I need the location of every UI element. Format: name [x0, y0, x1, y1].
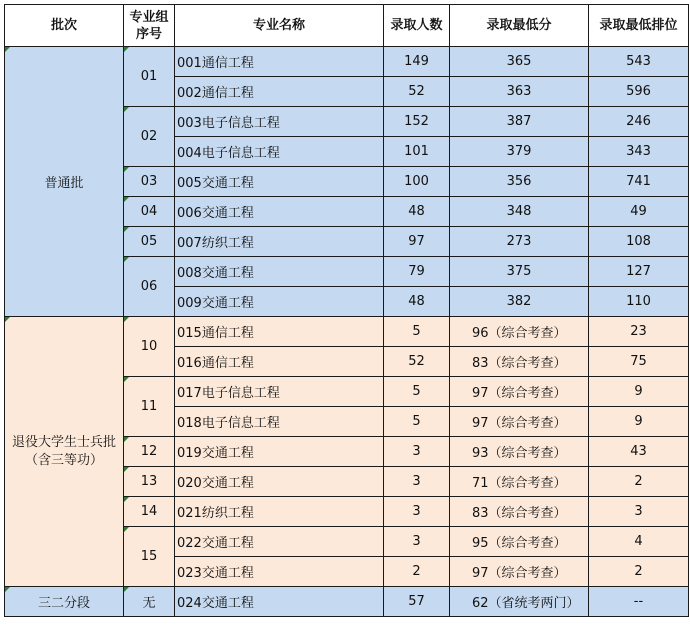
min-score-cell: 382 [450, 287, 589, 317]
major-name-cell: 024交通工程 [175, 587, 384, 617]
min-score-cell: 379 [450, 137, 589, 167]
min-score-cell: 375 [450, 257, 589, 287]
header-batch: 批次 [5, 5, 124, 47]
min-rank-cell: 343 [589, 137, 689, 167]
admission-table-wrapper [4, 4, 689, 617]
min-score-cell: 348 [450, 197, 589, 227]
table-row [5, 317, 689, 347]
header-row [5, 5, 689, 47]
min-rank-cell: 23 [589, 317, 689, 347]
admit-count-cell: 5 [384, 377, 450, 407]
admit-count-cell: 97 [384, 227, 450, 257]
header-min-score: 录取最低分 [450, 5, 589, 47]
admission-table [4, 4, 689, 617]
table-body [5, 47, 689, 617]
min-rank-cell: 43 [589, 437, 689, 467]
group-id-cell: 03 [124, 167, 175, 197]
group-id-cell: 11 [124, 377, 175, 437]
major-name-cell: 009交通工程 [175, 287, 384, 317]
header-admit: 录取人数 [384, 5, 450, 47]
min-rank-cell: 2 [589, 557, 689, 587]
min-score-cell: 365 [450, 47, 589, 77]
major-name-cell: 005交通工程 [175, 167, 384, 197]
min-score-cell: 83（综合考查） [450, 347, 589, 377]
major-name-cell: 018电子信息工程 [175, 407, 384, 437]
min-rank-cell: 3 [589, 497, 689, 527]
admit-count-cell: 152 [384, 107, 450, 137]
min-rank-cell: -- [589, 587, 689, 617]
major-name-cell: 001通信工程 [175, 47, 384, 77]
min-score-cell: 97（综合考查） [450, 557, 589, 587]
min-score-cell: 356 [450, 167, 589, 197]
admit-count-cell: 57 [384, 587, 450, 617]
min-score-cell: 387 [450, 107, 589, 137]
batch-cell: 普通批 [5, 47, 124, 317]
min-rank-cell: 127 [589, 257, 689, 287]
min-rank-cell: 2 [589, 467, 689, 497]
major-name-cell: 007纺织工程 [175, 227, 384, 257]
admit-count-cell: 100 [384, 167, 450, 197]
min-score-cell: 62（省统考两门） [450, 587, 589, 617]
major-name-cell: 017电子信息工程 [175, 377, 384, 407]
min-rank-cell: 110 [589, 287, 689, 317]
min-score-cell: 71（综合考查） [450, 467, 589, 497]
min-score-cell: 273 [450, 227, 589, 257]
min-rank-cell: 108 [589, 227, 689, 257]
major-name-cell: 016通信工程 [175, 347, 384, 377]
admit-count-cell: 79 [384, 257, 450, 287]
admit-count-cell: 52 [384, 77, 450, 107]
admit-count-cell: 3 [384, 437, 450, 467]
admit-count-cell: 3 [384, 527, 450, 557]
group-id-cell: 12 [124, 437, 175, 467]
group-id-cell: 无 [124, 587, 175, 617]
min-rank-cell: 75 [589, 347, 689, 377]
min-rank-cell: 9 [589, 377, 689, 407]
admit-count-cell: 149 [384, 47, 450, 77]
major-name-cell: 002通信工程 [175, 77, 384, 107]
admit-count-cell: 5 [384, 317, 450, 347]
header-min-rank: 录取最低排位 [589, 5, 689, 47]
major-name-cell: 020交通工程 [175, 467, 384, 497]
group-id-cell: 14 [124, 497, 175, 527]
group-id-cell: 06 [124, 257, 175, 317]
min-rank-cell: 596 [589, 77, 689, 107]
major-name-cell: 015通信工程 [175, 317, 384, 347]
header-major: 专业名称 [175, 5, 384, 47]
group-id-cell: 15 [124, 527, 175, 587]
group-id-cell: 13 [124, 467, 175, 497]
group-id-cell: 04 [124, 197, 175, 227]
major-name-cell: 022交通工程 [175, 527, 384, 557]
min-score-cell: 97（综合考查） [450, 377, 589, 407]
min-rank-cell: 246 [589, 107, 689, 137]
table-row [5, 47, 689, 77]
batch-cell: 三二分段 [5, 587, 124, 617]
min-score-cell: 96（综合考查） [450, 317, 589, 347]
min-score-cell: 97（综合考查） [450, 407, 589, 437]
admit-count-cell: 2 [384, 557, 450, 587]
admit-count-cell: 48 [384, 287, 450, 317]
major-name-cell: 023交通工程 [175, 557, 384, 587]
min-score-cell: 95（综合考查） [450, 527, 589, 557]
min-score-cell: 93（综合考查） [450, 437, 589, 467]
major-name-cell: 004电子信息工程 [175, 137, 384, 167]
min-score-cell: 363 [450, 77, 589, 107]
admit-count-cell: 101 [384, 137, 450, 167]
group-id-cell: 02 [124, 107, 175, 167]
min-score-cell: 83（综合考查） [450, 497, 589, 527]
min-rank-cell: 741 [589, 167, 689, 197]
admit-count-cell: 48 [384, 197, 450, 227]
admit-count-cell: 52 [384, 347, 450, 377]
admit-count-cell: 3 [384, 497, 450, 527]
major-name-cell: 021纺织工程 [175, 497, 384, 527]
batch-cell: 退役大学生士兵批（含三等功） [5, 317, 124, 587]
table-row [5, 587, 689, 617]
admit-count-cell: 3 [384, 467, 450, 497]
group-id-cell: 05 [124, 227, 175, 257]
min-rank-cell: 4 [589, 527, 689, 557]
major-name-cell: 006交通工程 [175, 197, 384, 227]
major-name-cell: 008交通工程 [175, 257, 384, 287]
min-rank-cell: 49 [589, 197, 689, 227]
min-rank-cell: 9 [589, 407, 689, 437]
admit-count-cell: 5 [384, 407, 450, 437]
group-id-cell: 01 [124, 47, 175, 107]
header-group: 专业组序号 [124, 5, 175, 47]
major-name-cell: 019交通工程 [175, 437, 384, 467]
group-id-cell: 10 [124, 317, 175, 377]
min-rank-cell: 543 [589, 47, 689, 77]
major-name-cell: 003电子信息工程 [175, 107, 384, 137]
